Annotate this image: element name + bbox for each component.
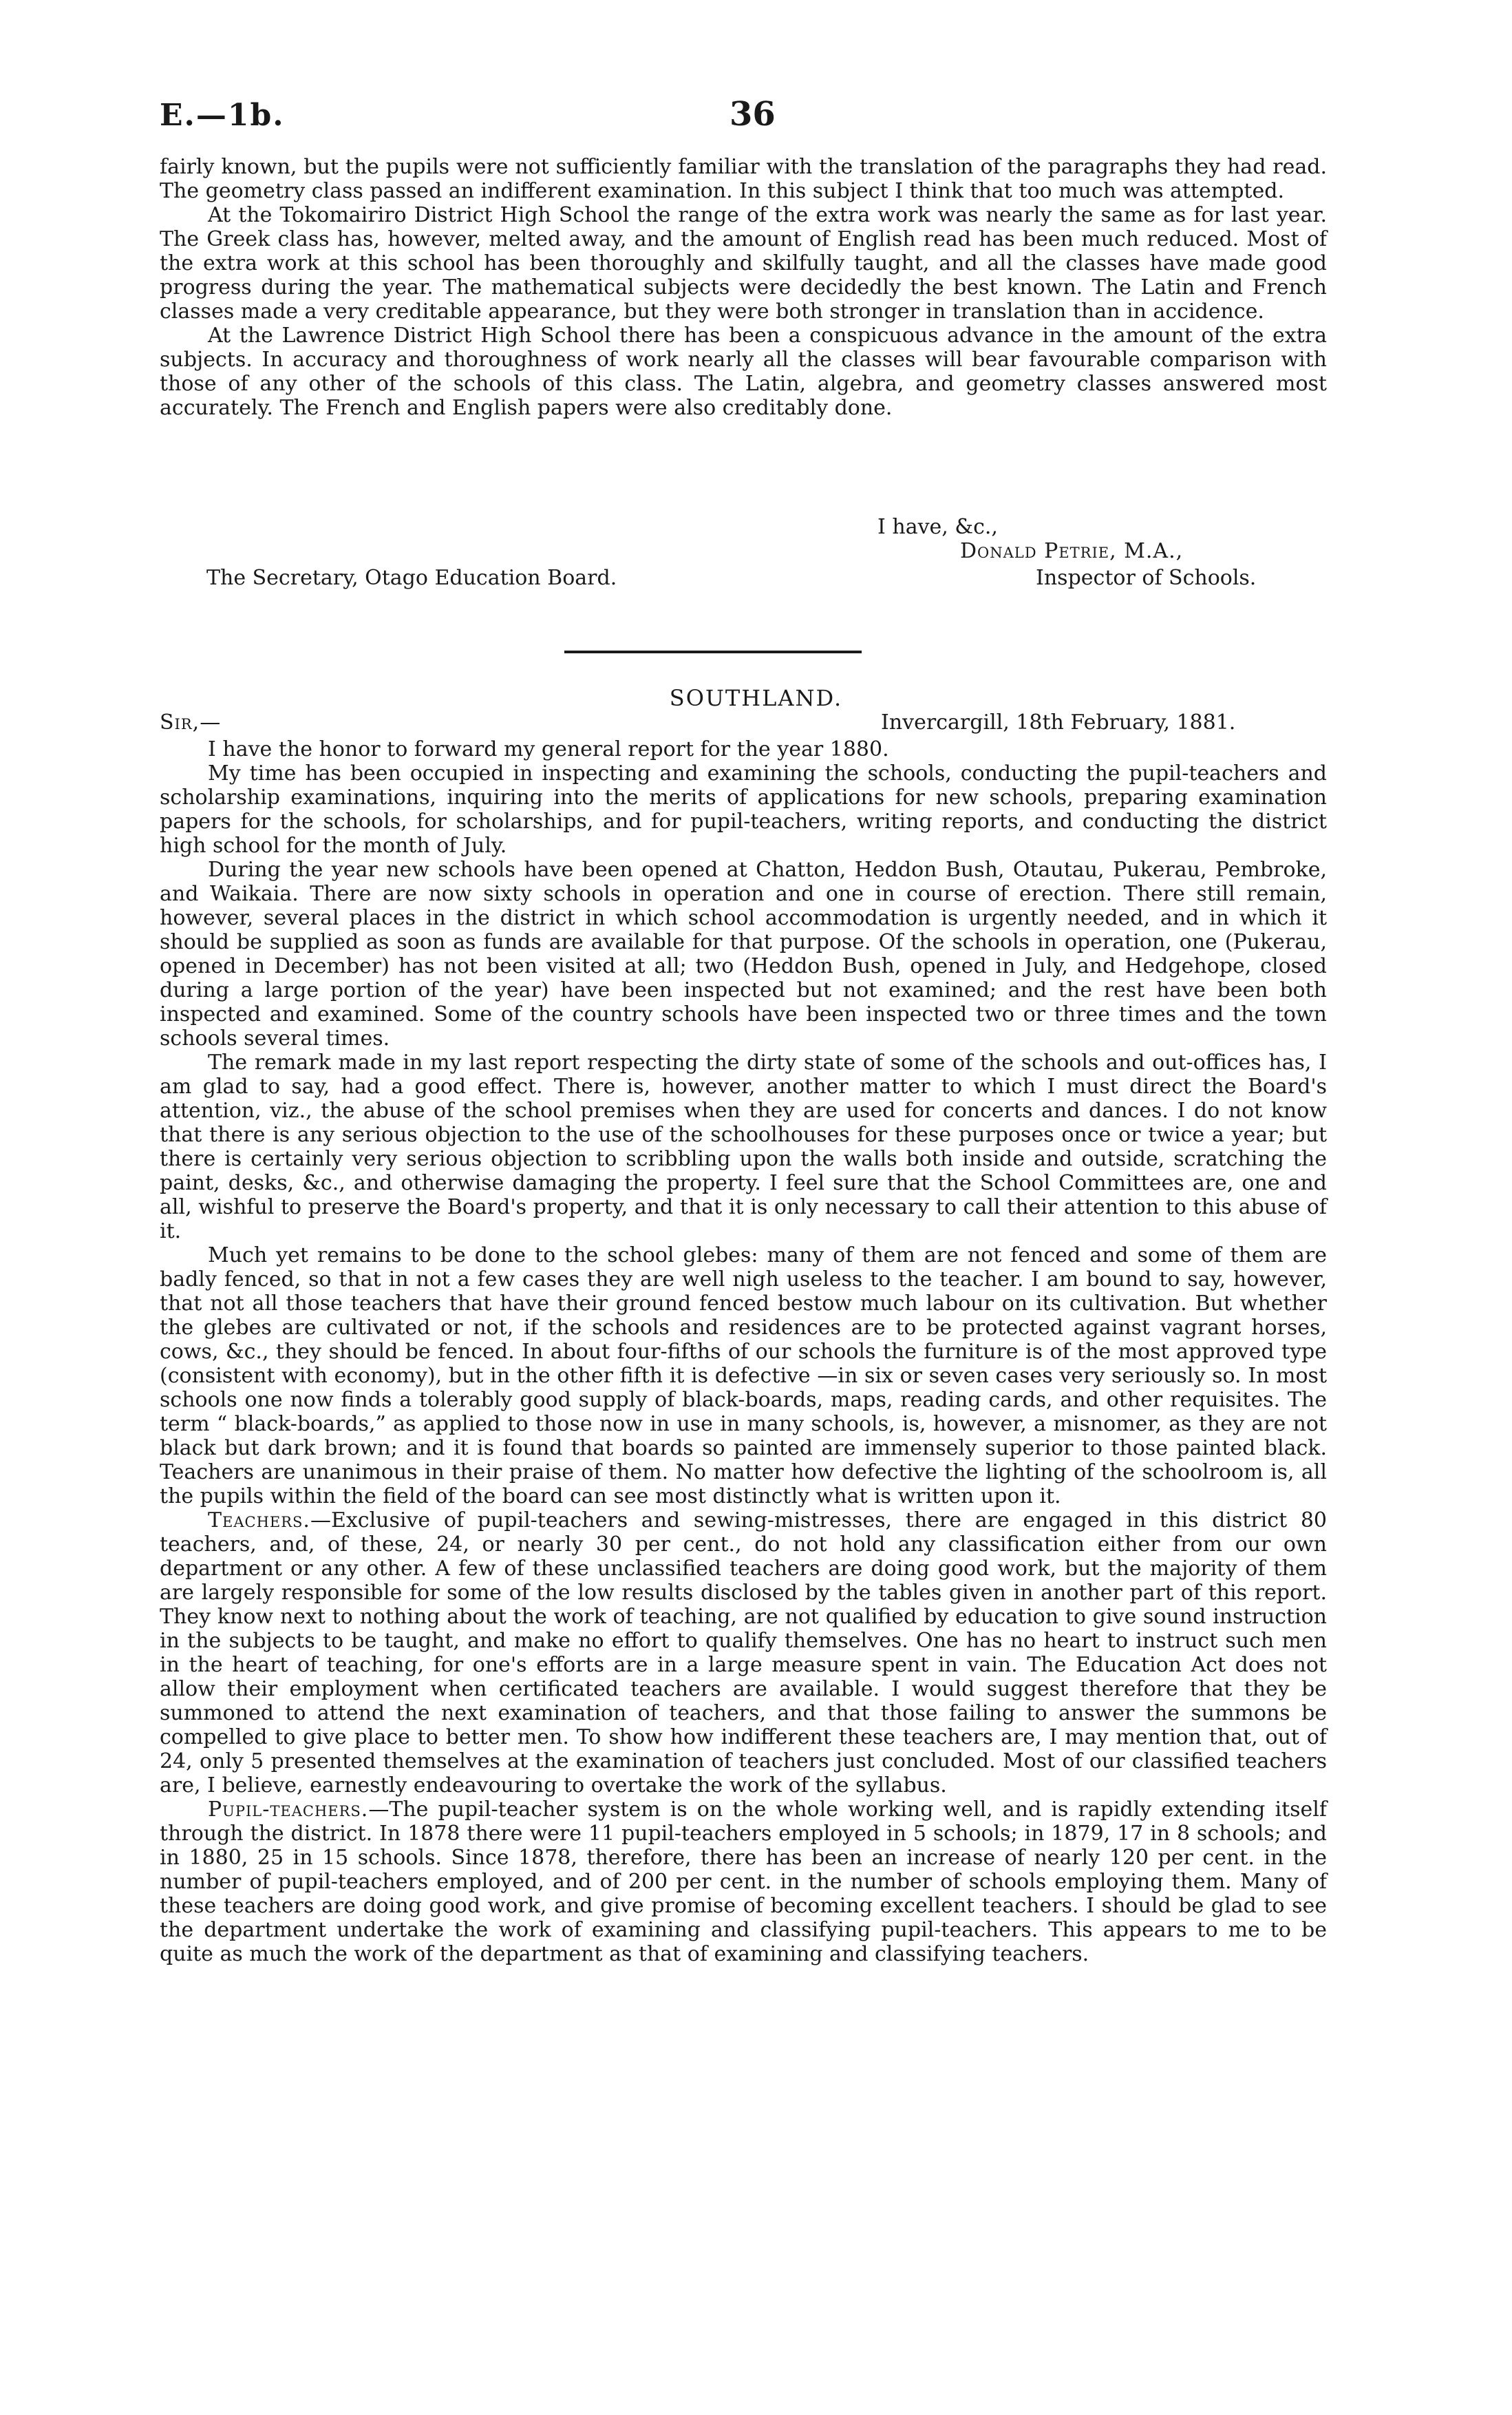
- recipient: The Secretary, Otago Education Board.: [206, 566, 617, 590]
- closing: I have, &c.,: [877, 515, 998, 539]
- signatory-name: Donald Petrie, M.A.,: [960, 539, 1184, 563]
- paragraph: Much yet remains to be done to the school glebes: many of them are not fenced and some of them are badly fenced, so that in not a few cases they are well nigh useless to the teacher. I am bound to say, however, that not all those teachers that have their ground fenced bestow much labour on its cultivation. But whether the glebes are cultivated or not, if the schools and residences are to be protected against vagrant horses, cows, &c., they should be fenced. In about four-fifths of our schools the furniture is of the most approved type (consistent with economy), but in the other fifth it is defective —in six or seven cases very seriously so. In most schools one now finds a tolerably good supply of black-boards, maps, reading cards, and other requisites. The term “ black-boards,” as applied to those now in use in many schools, is, however, a misnomer, as they are not black but dark brown; and it is found that boards so painted are immensely superior to those painted black. Teachers are unanimous in their praise of them. No matter how defective the lighting of the schoolroom is, all the pupils within the field of the board can see most distinctly what is written upon it.: [160, 1243, 1327, 1508]
- paragraph: During the year new schools have been opened at Chatton, Heddon Bush, Otautau, Pukerau, Pembroke, and Waikaia. There are now sixty schools in operation and one in course of erection. There still remain, however, several places in the district in which school accommodation is urgently needed, and in which it should be supplied as soon as funds are available for that purpose. Of the schools in operation, one (Pukerau, opened in December) has not been visited at all; two (Heddon Bush, opened in July, and Hedgehope, closed during a large portion of the year) have been inspected but not examined; and the rest have been both inspected and examined. Some of the country schools have been inspected two or three times and the town schools several times.: [160, 858, 1327, 1051]
- southland-report: [160, 737, 1327, 1966]
- section-heading: SOUTHLAND.: [669, 685, 843, 711]
- document-code: E.—1b.: [160, 98, 285, 133]
- teachers-text: —Exclusive of pupil-teachers and sewing-mistresses, there are engaged in this district 80 teachers, and, of these, 24, or nearly 30 per cent., do not hold any classification either from our own department or any other. A few of these unclassified teachers are doing good work, but the majority of them are largely responsible for some of the low results disclosed by the tables given in another part of this report. They know next to nothing about the work of teaching, are not qualified by education to give sound instruction in the subjects to be taught, and make no effort to qualify themselves. One has no heart to instruct such men in the heart of teaching, for one's efforts are in a large measure spent in vain. The Education Act does not allow their employment when certificated teachers are available. I would suggest therefore that they be summoned to attend the next examination of teachers, and that those failing to answer the summons be compelled to give place to better men. To show how indifferent these teachers are, I may mention that, out of 24, only 5 presented themselves at the examination of teachers just concluded. Most of our classified teachers are, I believe, earnestly endeavouring to overtake the work of the syllabus.: [160, 1508, 1327, 1797]
- teachers-label: Teachers.: [208, 1508, 310, 1532]
- paragraph: fairly known, but the pupils were not sufficiently familiar with the translation of the paragraphs they had read. The geometry class passed an indifferent examination. In this subject I think that too much was attempted.: [160, 155, 1327, 203]
- paragraph: At the Lawrence District High School there has been a conspicuous advance in the amount of the extra subjects. In accuracy and thoroughness of work nearly all the classes will bear favourable comparison with those of any other of the schools of this class. The Latin, algebra, and geometry classes answered most accurately. The French and English papers were also creditably done.: [160, 324, 1327, 420]
- paragraph: At the Tokomairiro District High School the range of the extra work was nearly the same as for last year. The Greek class has, however, melted away, and the amount of English read has been much reduced. Most of the extra work at this school has been thoroughly and skilfully taught, and all the classes have made good progress during the year. The mathematical subjects were decidedly the best known. The Latin and French classes made a very creditable appearance, but they were both stronger in translation than in accidence.: [160, 203, 1327, 324]
- teachers-paragraph: [160, 1508, 1327, 1797]
- paragraph: My time has been occupied in inspecting and examining the schools, conducting the pupil-teachers and scholarship examinations, inquiring into the merits of applications for new schools, preparing examination papers for the schools, for scholarships, and for pupil-teachers, writing reports, and conducting the district high school for the month of July.: [160, 761, 1327, 858]
- page-number: 36: [730, 95, 776, 134]
- section-divider: [564, 651, 862, 653]
- paragraph: The remark made in my last report respecting the dirty state of some of the schools and out-offices has, I am glad to say, had a good effect. There is, however, another matter to which I must direct the Board's attention, viz., the abuse of the school premises when they are used for concerts and dances. I do not know that there is any serious objection to the use of the schoolhouses for these purposes once or twice a year; but there is certainly very serious objection to scribbling upon the walls both inside and outside, scratching the paint, desks, &c., and otherwise damaging the property. I feel sure that the School Committees are, one and all, wishful to preserve the Board's property, and that it is only necessary to call their attention to this abuse of it.: [160, 1051, 1327, 1243]
- place-date: Invercargill, 18th February, 1881.: [881, 710, 1236, 735]
- pupil-teachers-label: Pupil-teachers.: [208, 1797, 369, 1822]
- otago-report-continuation: [160, 155, 1327, 420]
- paragraph: I have the honor to forward my general report for the year 1880.: [208, 737, 889, 761]
- pupil-teachers-text: —The pupil-teacher system is on the whole working well, and is rapidly extending itself through the district. In 1878 there were 11 pupil-teachers employed in 5 schools; in 1879, 17 in 8 schools; and in 1880, 25 in 15 schools. Since 1878, therefore, there has been an increase of nearly 120 per cent. in the number of pupil-teachers employed, and of 200 per cent. in the number of schools employing them. Many of these teachers are doing good work, and give promise of becoming excellent teachers. I should be glad to see the department undertake the work of examining and classifying pupil-teachers. This appears to me to be quite as much the work of the department as that of examining and classifying teachers.: [160, 1797, 1327, 1966]
- pupil-teachers-paragraph: [160, 1797, 1327, 1966]
- signatory-title: Inspector of Schools.: [1036, 566, 1257, 590]
- salutation: Sir,—: [160, 710, 222, 735]
